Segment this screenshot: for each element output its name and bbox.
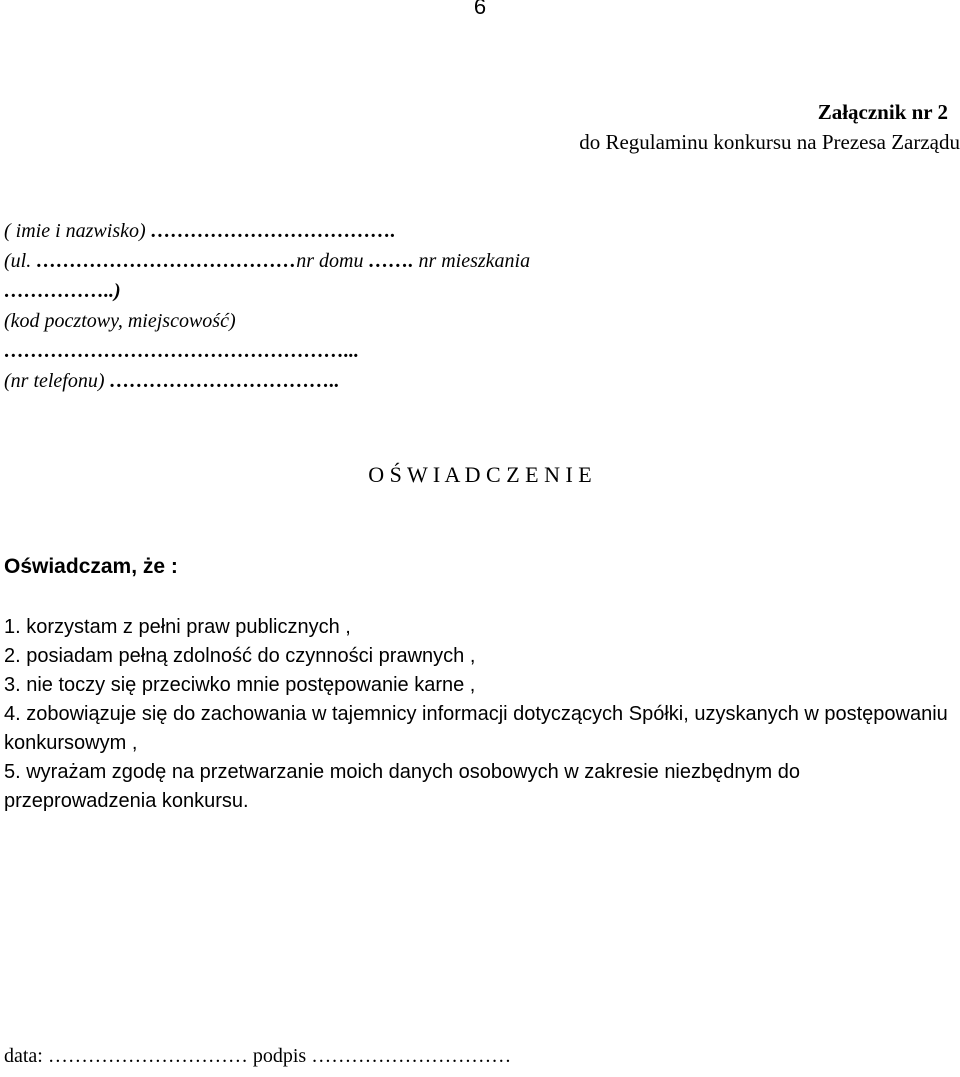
signature-dots: ………………………… xyxy=(311,1045,512,1067)
declaration-item-5: 5. wyrażam zgodę na przetwarzanie moich danych osobowych w zakresie niezbędnym do przeprowadzenia konkursu. xyxy=(4,761,800,812)
postal-label: (kod pocztowy, miejscowość) xyxy=(4,310,236,332)
postal-dots: ……………………………………………... xyxy=(4,340,359,362)
phone-label: (nr telefonu) xyxy=(4,370,105,392)
street-label: (ul. xyxy=(4,250,32,272)
date-dots: ………………………… xyxy=(47,1045,248,1067)
phone-dots: …………………………….. xyxy=(109,370,340,392)
declaration-item-1: 1. korzystam z pełni praw publicznych , xyxy=(4,616,351,638)
postal-dots-line xyxy=(4,340,359,363)
flat-field-continuation xyxy=(4,280,121,303)
declaration-item-4: 4. zobowiązuje się do zachowania w tajemnicy informacji dotyczących Spółki, uzyskanych w postępowaniu konkursowym , xyxy=(4,703,948,754)
name-label: ( imie i nazwisko) xyxy=(4,220,146,242)
signature-label: podpis xyxy=(252,1045,307,1067)
phone-field xyxy=(4,370,340,393)
flat-label: nr mieszkania xyxy=(418,250,531,272)
document-heading: O Ś W I A D C Z E N I E xyxy=(368,462,592,487)
street-dots: ………………………………… xyxy=(36,250,297,272)
annex-subtitle: do Regulaminu konkursu na Prezesa Zarządu xyxy=(579,130,960,154)
postal-field xyxy=(4,310,236,333)
date-label: data: xyxy=(4,1045,43,1067)
name-field xyxy=(4,220,396,243)
house-label: nr domu xyxy=(296,250,364,272)
house-dots: ……. xyxy=(368,250,414,272)
flat-dots: ……………..) xyxy=(4,280,121,302)
declaration-intro: Oświadczam, że : xyxy=(4,555,178,578)
signature-footer xyxy=(4,1045,511,1068)
name-dots: ………………………………. xyxy=(150,220,396,242)
declaration-item-3: 3. nie toczy się przeciwko mnie postępowanie karne , xyxy=(4,674,476,696)
page-number: 6 xyxy=(473,0,487,19)
declaration-item-2: 2. posiadam pełną zdolność do czynności prawnych , xyxy=(4,645,476,667)
address-field xyxy=(4,250,530,273)
annex-title: Załącznik nr 2 xyxy=(817,100,948,124)
